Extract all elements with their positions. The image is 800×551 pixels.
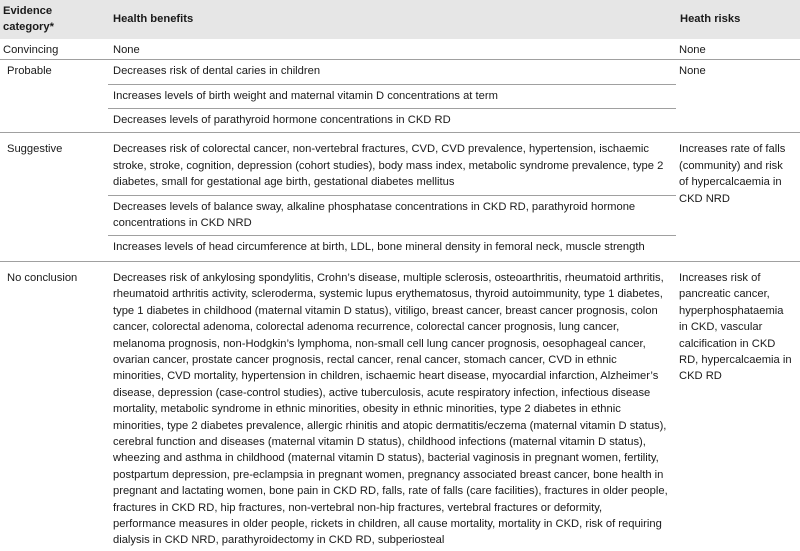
table-row xyxy=(0,60,800,84)
benefit-cell: Decreases risk of dental caries in children xyxy=(108,60,676,84)
benefit-cell: Increases levels of head circumference at birth, LDL, bone mineral density in femoral neck, muscle strength xyxy=(108,236,676,261)
header-health-benefits: Health benefits xyxy=(108,0,676,39)
benefit-cell: Decreases levels of balance sway, alkaline phosphatase concentrations in CKD RD, parathyroid hormone concentrations in CKD NRD xyxy=(108,195,676,236)
header-evidence-category: Evidence category* xyxy=(0,0,108,39)
risk-cell: None xyxy=(679,43,706,56)
header-row xyxy=(0,0,800,39)
table-row xyxy=(0,39,800,60)
table-body xyxy=(0,39,800,551)
category-convincing: Convincing xyxy=(3,43,59,56)
risk-cell: Increases rate of falls (community) and risk of hypercalcaemia in CKD NRD xyxy=(676,133,800,261)
header-health-risks: Heath risks xyxy=(676,0,800,39)
benefit-cell: Decreases risk of ankylosing spondylitis, Crohn’s disease, multiple sclerosis, osteoarthritis, rheumatoid arthritis, rheumatoid arthritis activity, scleroderma, systemic lupus erythematosus, thyroid autoimmunity, type 1 diabetes, type 1 diabetes in childhood (maternal vitamin D status), vitiligo, breast cancer, breast cancer prognosis, colon cancer, colorectal adenoma, colorectal adenoma recurrence, colorectal cancer prognosis, lung cancer, melanoma prognosis, non-Hodgkin’s lymphoma, non-small cell lung cancer prognosis, oesophageal cancer, ovarian cancer, prostate cancer prognosis, rectal cancer, renal cancer, stomach cancer, CVD in ethnic minorities, CVD mortality, hypertension in children, ischaemic heart disease, myocardial infarction, Alzheimer’s disease, depression (case-control studies), active tuberculosis, acute respiratory infection, infectious disease mortality, metabolic syndrome in ethnic minorities, obesity in ethnic minorities, type 2 diabetes in ethnic minorities, type 2 diabetes prevalence, allergic rhinitis and atopic dermatitis/eczema (maternal vitamin D status), cerebral function and diseases (maternal vitamin D status), childhood infections (maternal vitamin D status), wheezing and asthma in childhood (maternal vitamin D status), bacterial vaginosis in pregnant women, fertility, postpartum depression, pre-eclampsia in pregnant women, pregnancy associated breast cancer, bone health in pregnant and lactating women, bone pain in CKD RD, falls, rate of falls (care facilities), fractures in older people, fractures in CKD RD, hip fractures, non-vertebral non-hip fractures, vertebral fractures or deformity, performance measures in older people, rickets in children, all cause mortality, mortality in CKD, risk of requiring dialysis in CKD NRD, parathyroidectomy in CKD RD, subperiosteal xyxy=(108,261,676,550)
risk-cell: Increases risk of pancreatic cancer, hyperphosphataemia in CKD, vascular calcification in CKD RD, hypercalcaemia in CKD RD xyxy=(676,261,800,550)
category-suggestive: Suggestive xyxy=(0,133,108,261)
benefit-cell: None xyxy=(113,43,140,56)
risk-cell: None xyxy=(676,60,800,133)
benefit-cell: Increases levels of birth weight and maternal vitamin D concentrations at term xyxy=(108,84,676,108)
table-header xyxy=(0,0,800,39)
category-probable: Probable xyxy=(0,60,108,133)
category-no-conclusion: No conclusion xyxy=(0,261,108,550)
table-row xyxy=(0,133,800,195)
table-row xyxy=(0,261,800,550)
benefit-cell: Decreases risk of colorectal cancer, non-vertebral fractures, CVD, CVD prevalence, hypertension, ischaemic stroke, stroke, cognition, depression (cohort studies), body mass index, metabolic syndrome prevalence, type 2 diabetes, small for gestational age birth, gestational diabetes mellitus xyxy=(108,133,676,195)
benefit-cell: Decreases levels of parathyroid hormone concentrations in CKD RD xyxy=(108,109,676,133)
